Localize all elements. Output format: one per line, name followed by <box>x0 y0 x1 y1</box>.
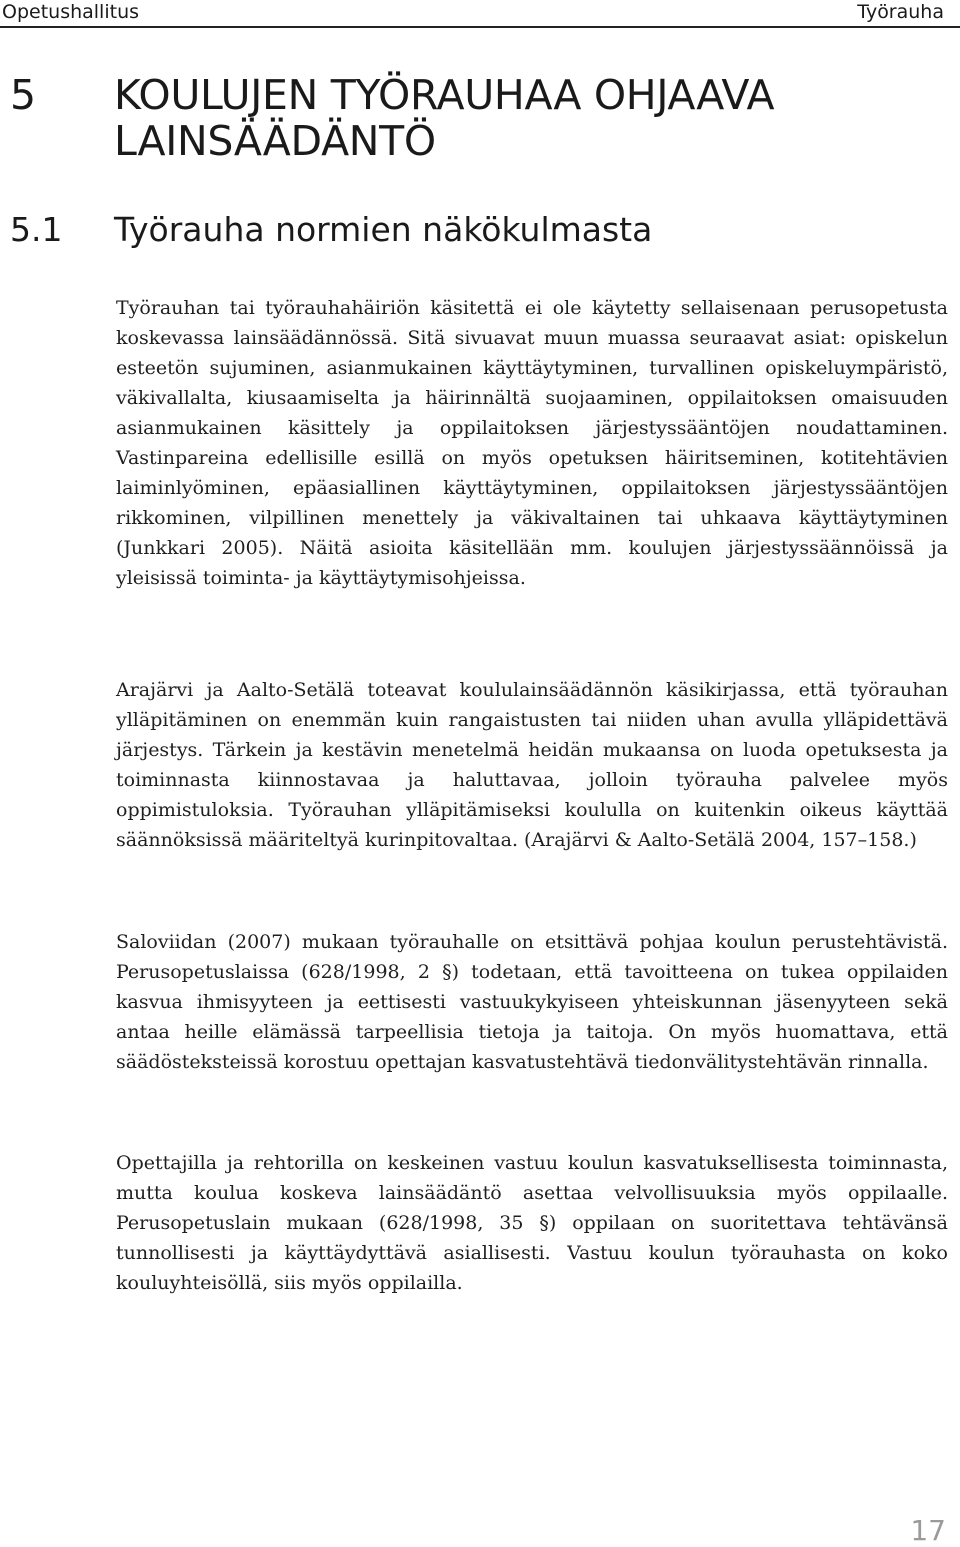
section-title: Työrauha normien näkökulmasta <box>114 210 653 249</box>
paragraph: Saloviidan (2007) mukaan työrauhalle on etsittävä pohjaa koulun perustehtävistä. Perusopetuslaissa (628/1998, 2 §) todetaan, että tavoitteena on tukea oppilaiden kasvua ihmisyyteen ja eettisesti vastuukykyiseen yhteiskunnan jäsenyyteen sekä antaa heille elämässä tarpeellisia tietoja ja taitoja. On myös huomattava, että säädösteksteissä korostuu opettajan kasvatustehtävä tiedonvälitystehtävän rinnalla. <box>116 931 948 1073</box>
section-number: 5.1 <box>10 210 63 249</box>
paragraph: Opettajilla ja rehtorilla on keskeinen vastuu koulun kasvatuksellisesta toiminnasta, mutta koulua koskeva lainsäädäntö asettaa velvollisuuksia myös oppilaalle. Perusopetuslain mukaan (628/1998, 35 §) oppilaan on suoritettava tehtävänsä tunnollisesti ja käyttäydyttävä asiallisesti. Vastuu koulun työrauhasta on koko kouluyhteisöllä, siis myös oppilailla. <box>116 1152 948 1294</box>
header-topic: Työrauha <box>857 1 944 23</box>
page-number: 17 <box>910 1514 946 1547</box>
paragraph: Työrauhan tai työrauhahäiriön käsitettä ei ole käytetty sellaisenaan perusopetusta koskevassa lainsäädännössä. Sitä sivuavat muun muassa seuraavat asiat: opiskelun esteetön sujuminen, asianmukainen käyttäytyminen, turvallinen opiskeluympäristö, väkivallalta, kiusaamiselta ja häirinnältä suojaaminen, oppilaitoksen omaisuuden asianmukainen käsittely ja oppilaitoksen järjestyssääntöjen noudattaminen. Vastinpareina edellisille esillä on myös opetuksen häiritseminen, kotitehtävien laiminlyöminen, epäasiallinen käyttäytyminen, oppilaitoksen järjestyssääntöjen rikkominen, vilpillinen menettely ja väkivaltainen tai uhkaava käyttäytyminen (Junkkari 2005). Näitä asioita käsitellään mm. koulujen järjestyssäännöissä ja yleisissä toiminta- ja käyttäytymisohjeissa. <box>116 297 948 589</box>
header-publisher: Opetushallitus <box>2 1 140 23</box>
chapter-title: KOULUJEN TYÖRAUHAA OHJAAVA LAINSÄÄDÄNTÖ <box>114 71 775 165</box>
paragraph: Arajärvi ja Aalto-Setälä toteavat koululainsäädännön käsikirjassa, että työrauhan ylläpitäminen on enemmän kuin rangaistusten tai niiden uhan avulla ylläpidettävä järjestys. Tärkein ja kestävin menetelmä heidän mukaansa on luoda opetuksesta ja toiminnasta kiinnostavaa ja haluttavaa, jolloin työrauha palvelee myös oppimistuloksia. Työrauhan ylläpitämiseksi koululla on kuitenkin oikeus käyttää säännöksissä määriteltyä kurinpitovaltaa. (Arajärvi & Aalto-Setälä 2004, 157–158.) <box>116 679 948 851</box>
chapter-number: 5 <box>10 71 36 119</box>
running-header <box>0 0 960 28</box>
